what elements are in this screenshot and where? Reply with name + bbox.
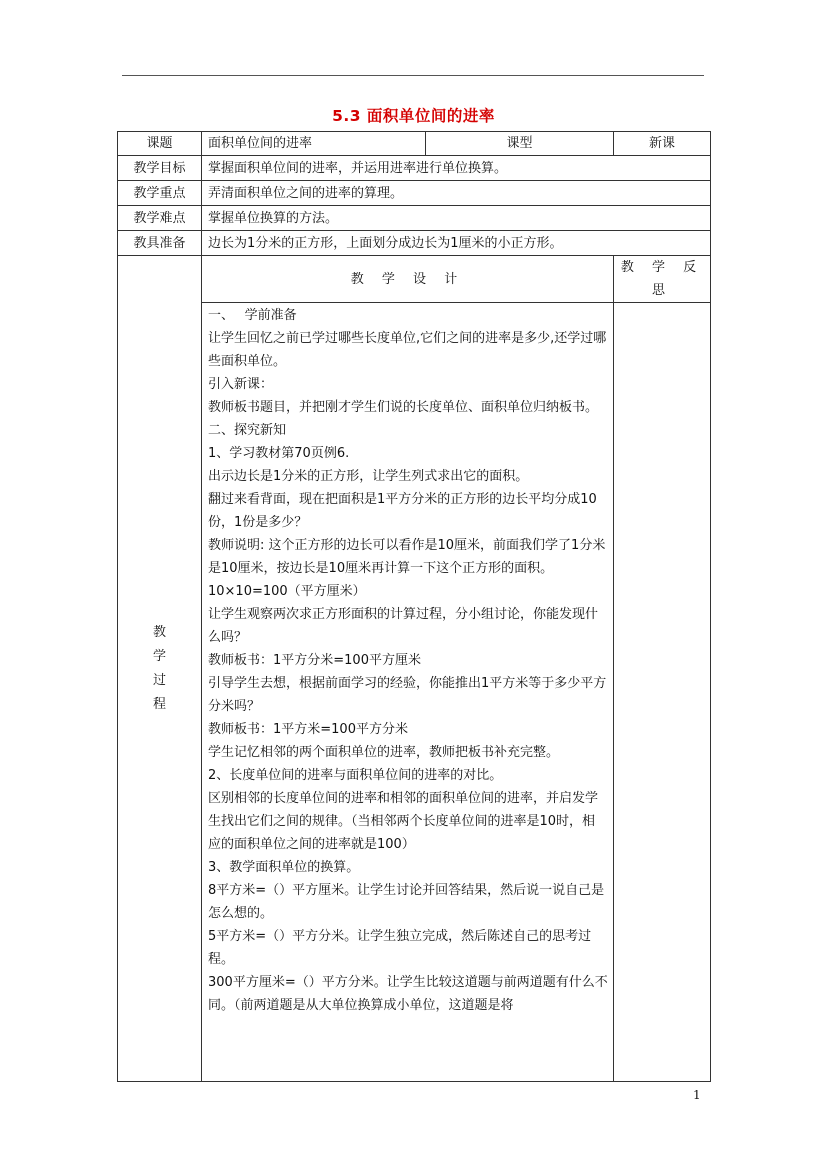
type-value: 新课	[614, 132, 711, 156]
process-label: 教 学 过 程	[118, 256, 202, 1082]
content-paragraph: 引入新课：	[208, 377, 274, 392]
difficulty-value: 掌握单位换算的方法。	[202, 206, 711, 231]
materials-value: 边长为1分米的正方形，上面划分成边长为1厘米的小正方形。	[202, 231, 711, 256]
objective-row	[118, 156, 711, 181]
materials-label: 教具准备	[118, 231, 202, 256]
materials-row	[118, 231, 711, 256]
content-paragraph: 学生记忆相邻的两个面积单位的进率，教师把板书补充完整。	[208, 745, 560, 760]
difficulty-label: 教学难点	[118, 206, 202, 231]
design-content	[202, 303, 614, 1082]
content-paragraph: 1、学习教材第70页例6.	[208, 446, 350, 461]
design-header: 教 学 设 计	[202, 256, 614, 303]
content-paragraph: 二、探究新知	[208, 423, 287, 438]
content-paragraph: 2、长度单位间的进率与面积单位间的进率的对比。	[208, 768, 503, 783]
reflection-header: 教 学 反 思	[614, 256, 711, 303]
content-paragraph: 教师说明: 这个正方形的边长可以看作是10厘米，前面我们学了1分米是10厘米，按边长是10厘米再计算一下这个正方形的面积。	[208, 538, 606, 576]
content-paragraph: 让学生观察两次求正方形面积的计算过程，分小组讨论，你能发现什么吗？	[208, 607, 599, 645]
topic-value: 面积单位间的进率	[202, 132, 426, 156]
key-point-label: 教学重点	[118, 181, 202, 206]
type-label: 课型	[426, 132, 614, 156]
content-paragraph: 引导学生去想，根据前面学习的经验，你能推出1平方米等于多少平方分米吗？	[208, 676, 607, 714]
content-paragraph: 区别相邻的长度单位间的进率和相邻的面积单位间的进率，并启发学生找出它们之间的规律。（当相邻两个长度单位间的进率是10时，相应的面积单位之间的进率就是100）	[208, 791, 599, 852]
content-paragraph: 5平方米=（）平方分米。让学生独立完成，然后陈述自己的思考过程。	[208, 929, 592, 967]
objective-value: 掌握面积单位间的进率，并运用进率进行单位换算。	[202, 156, 711, 181]
content-paragraph: 一、 学前准备	[208, 308, 297, 323]
content-paragraph: 教师板书题目，并把刚才学生们说的长度单位、面积单位归纳板书。	[208, 400, 599, 415]
content-paragraph: 让学生回忆之前已学过哪些长度单位,它们之间的进率是多少,还学过哪些面积单位。	[208, 331, 607, 369]
page-title: 5.3 面积单位间的进率	[332, 107, 495, 125]
content-paragraph: 教师板书：1平方米=100平方分米	[208, 722, 408, 737]
content-paragraph: 翻过来看背面，现在把面积是1平方分米的正方形的边长平均分成10份，1份是多少？	[208, 492, 597, 530]
topic-row	[118, 132, 711, 156]
objective-label: 教学目标	[118, 156, 202, 181]
content-paragraph: 8平方米=（）平方厘米。让学生讨论并回答结果，然后说一说自己是怎么想的。	[208, 883, 605, 921]
design-header-row	[118, 256, 711, 303]
content-paragraph: 300平方厘米=（）平方分米。让学生比较这道题与前两道题有什么不同。（前两道题是从大单位换算成小单位，这道题是将	[208, 975, 608, 1013]
page-number: 1	[693, 1088, 701, 1102]
content-paragraph: 教师板书：1平方分米=100平方厘米	[208, 653, 421, 668]
topic-label: 课题	[118, 132, 202, 156]
key-point-row	[118, 181, 711, 206]
difficulty-row	[118, 206, 711, 231]
header-rule	[122, 75, 704, 76]
content-paragraph: 3、教学面积单位的换算。	[208, 860, 360, 875]
content-paragraph: 出示边长是1分米的正方形，让学生列式求出它的面积。	[208, 469, 529, 484]
lesson-plan-table	[117, 131, 711, 1082]
design-body-row	[118, 303, 711, 1082]
content-paragraph: 10×10=100（平方厘米）	[208, 584, 366, 599]
reflection-content	[614, 303, 711, 1082]
key-point-value: 弄清面积单位之间的进率的算理。	[202, 181, 711, 206]
